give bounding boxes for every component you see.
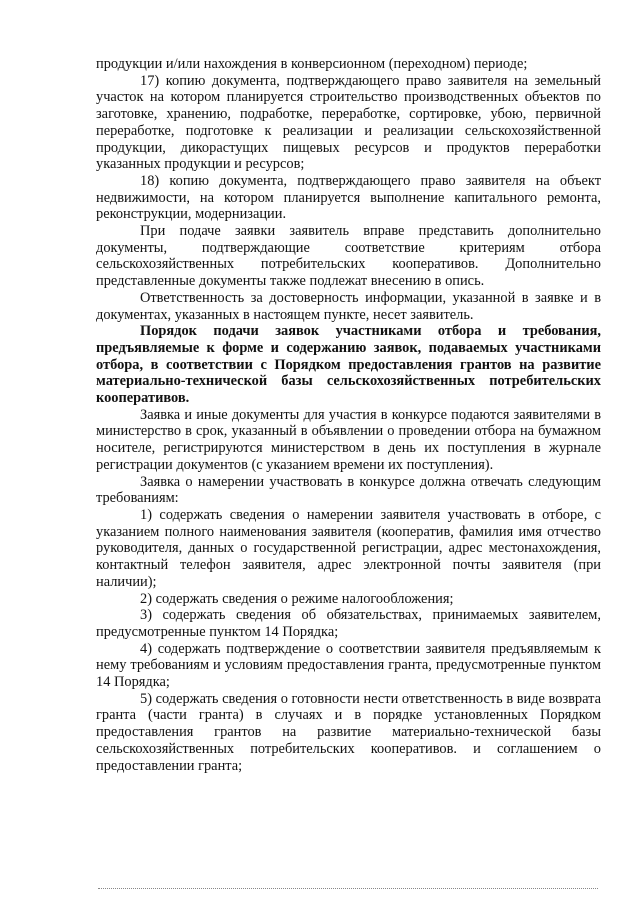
paragraph-submission: Заявка и иные документы для участия в конкурсе подаются заявителями в министерство в срок, указанный в объявлении о проведении отбора на бумажном носителе, регистрируются министерством в день их поступления в журнале регистрации документов (с указанием времени их поступления). bbox=[96, 406, 601, 473]
paragraph-additional-documents: При подаче заявки заявитель вправе представить дополнительно документы, подтверждающие соответствие критериям отбора сельскохозяйственных потребительских кооперативов. Дополнительно представленные документы также подлежат внесению в опись. bbox=[96, 223, 601, 290]
requirement-item-5: 5) содержать сведения о готовности нести ответственность в виде возврата гранта (части гранта) в случаях и в порядке установленных Порядком предоставления грантов на развитие материально-технической базы сельскохозяйственных потребительских кооперативов. и соглашением о предоставлении гранта; bbox=[96, 690, 601, 774]
requirement-item-2: 2) содержать сведения о режиме налогообложения; bbox=[140, 590, 454, 607]
section-heading: Порядок подачи заявок участниками отбора и требования, предъявляемые к форме и содержанию заявок, подаваемых участниками отбора, в соответствии с Порядком предоставления грантов на развитие материально-технической базы сельскохозяйственных потребительских кооперативов. bbox=[96, 323, 601, 407]
paragraph-responsibility: Ответственность за достоверность информации, указанной в заявке и в документах, указанных в настоящем пункте, несет заявитель. bbox=[96, 289, 601, 323]
paragraph-continuation: продукции и/или нахождения в конверсионном (переходном) периоде; bbox=[96, 56, 528, 72]
document-body bbox=[96, 56, 601, 774]
page-bottom-rule bbox=[98, 888, 598, 889]
paragraph-requirements-intro: Заявка о намерении участвовать в конкурсе должна отвечать следующим требованиям: bbox=[96, 473, 601, 507]
list-item-17: 17) копию документа, подтверждающего право заявителя на земельный участок на котором планируется строительство производственных объектов по заготовке, хранению, подработке, переработке, сортировке, убою, первичной переработке, подготовке к реализации и реализации сельскохозяйственной продукции, дикорастущих пищевых ресурсов и продуктов переработки указанных продукции и ресурсов; bbox=[96, 72, 601, 173]
requirement-item-1: 1) содержать сведения о намерении заявителя участвовать в отборе, с указанием полного наименования заявителя (кооператив, фамилия имя отчество руководителя, данных о государственной регистрации, адрес местонахождения, контактный телефон заявителя, адрес электронной почты заявителя (при наличии); bbox=[96, 506, 601, 590]
requirement-item-3: 3) содержать сведения об обязательствах, принимаемых заявителем, предусмотренные пунктом 14 Порядка; bbox=[96, 607, 601, 640]
requirement-item-4: 4) содержать подтверждение о соответствии заявителя предъявляемым к нему требованиям и условиям предоставления гранта, предусмотренные пунктом 14 Порядка; bbox=[96, 640, 601, 691]
list-item-18: 18) копию документа, подтверждающего право заявителя на объект недвижимости, на котором планируется выполнение капитального ремонта, реконструкции, модернизации. bbox=[96, 172, 601, 223]
